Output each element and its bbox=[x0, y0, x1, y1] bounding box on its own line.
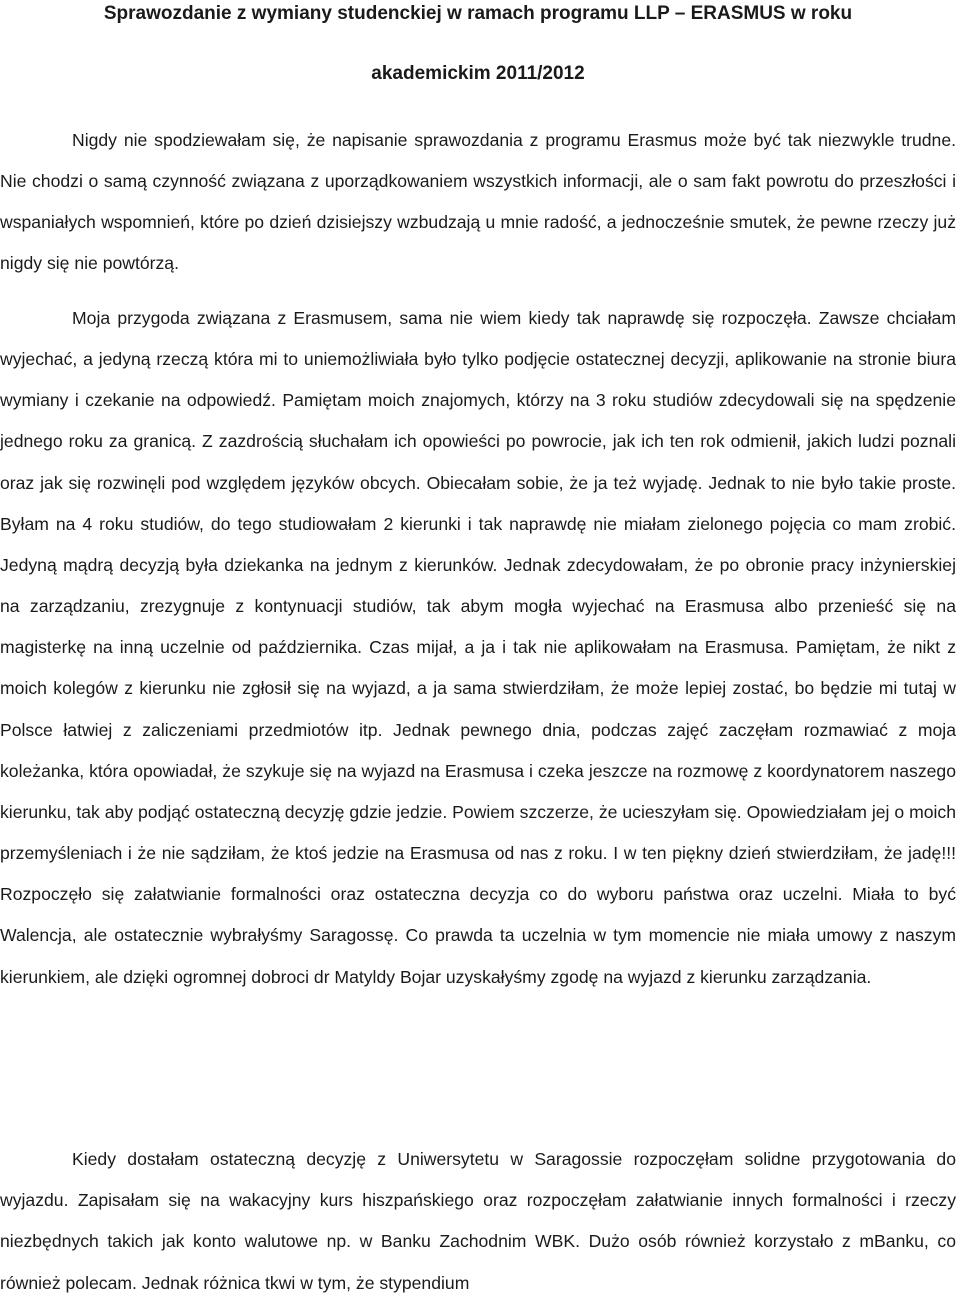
paragraph-intro: Nigdy nie spodziewałam się, że napisanie sprawozdania z programu Erasmus może być tak niezwykle trudne. Nie chodzi o samą czynność związana z uporządkowaniem wszystkich informacji, ale o sam fakt powrotu do przeszłości i wspaniałych wspomnień, które po dzień dzisiejszy wzbudzają u mnie radość, a jednocześnie smutek, że pewne rzeczy już nigdy się nie powtórzą. bbox=[0, 130, 956, 273]
paragraph-adventure: Moja przygoda związana z Erasmusem, sama nie wiem kiedy tak naprawdę się rozpoczęła. Zawsze chciałam wyjechać, a jedyną rzeczą która mi to uniemożliwiała było tylko podjęcie ostatecznej decyzji, aplikowanie na stronie biura wymiany i czekanie na odpowiedź. Pamiętam moich znajomych, którzy na 3 roku studiów zdecydowali się na spędzenie jednego roku za granicą. Z zazdrością słuchałam ich opowieści po powrocie, jak ich ten rok odmienił, jakich ludzi poznali oraz jak się rozwinęli pod względem języków obcych. Obiecałam sobie, że ja też wyjadę. Jednak to nie było takie proste. Byłam na 4 roku studiów, do tego studiowałam 2 kierunki i tak naprawdę nie miałam zielonego pojęcia co mam zrobić. Jedyną mądrą decyzją była dziekanka na jednym z kierunków. Jednak zdecydowałam, że po obronie pracy inżynierskiej na zarządzaniu, zrezygnuje z kontynuacji studiów, tak abym mogła wyjechać na Erasmusa albo przenieść się na magisterkę na inną uczelnie od października. Czas mijał, a ja i tak nie aplikowałam na Erasmusa. Pamiętam, że nikt z moich kolegów z kierunku nie zgłosił się na wyjazd, a ja sama stwierdziłam, że może lepiej zostać, bo będzie mi tutaj w Polsce łatwiej z zaliczeniami przedmiotów itp. Jednak pewnego dnia, podczas zajęć zaczęłam rozmawiać z moja koleżanka, która opowiadał, że szykuje się na wyjazd na Erasmusa i czeka jeszcze na rozmowę z koordynatorem naszego kierunku, tak aby podjąć ostateczną decyzję gdzie jedzie. Powiem szczerze, że ucieszyłam się. Opowiedziałam jej o moich przemyśleniach i że nie sądziłam, że ktoś jedzie na Erasmusa od nas z roku. I w ten piękny dzień stwierdziłam, że jadę!!! Rozpoczęło się załatwianie formalności oraz ostateczna decyzja co do wyboru państwa oraz uczelni. Miała to być Walencja, ale ostatecznie wybrałyśmy Saragossę. Co prawda ta uczelnia w tym momencie nie miała umowy z naszym kierunkiem, ale dzięki ogromnej dobroci dr Matyldy Bojar uzyskałyśmy zgodę na wyjazd z kierunku zarządzania. bbox=[0, 308, 956, 987]
document-title-line-1: Sprawozdanie z wymiany studenckiej w ramach programu LLP – ERASMUS w roku bbox=[103, 3, 853, 24]
document-title-line-2: akademickim 2011/2012 bbox=[371, 63, 585, 84]
paragraph-preparations: Kiedy dostałam ostateczną decyzję z Uniwersytetu w Saragossie rozpoczęłam solidne przygotowania do wyjazdu. Zapisałam się na wakacyjny kurs hiszpańskiego oraz rozpoczęłam załatwianie innych formalności i rzeczy niezbędnych takich jak konto walutowe np. w Banku Zachodnim WBK. Dużo osób również korzystało z mBanku, co również polecam. Jednak różnica tkwi w tym, że stypendium bbox=[0, 1149, 956, 1293]
